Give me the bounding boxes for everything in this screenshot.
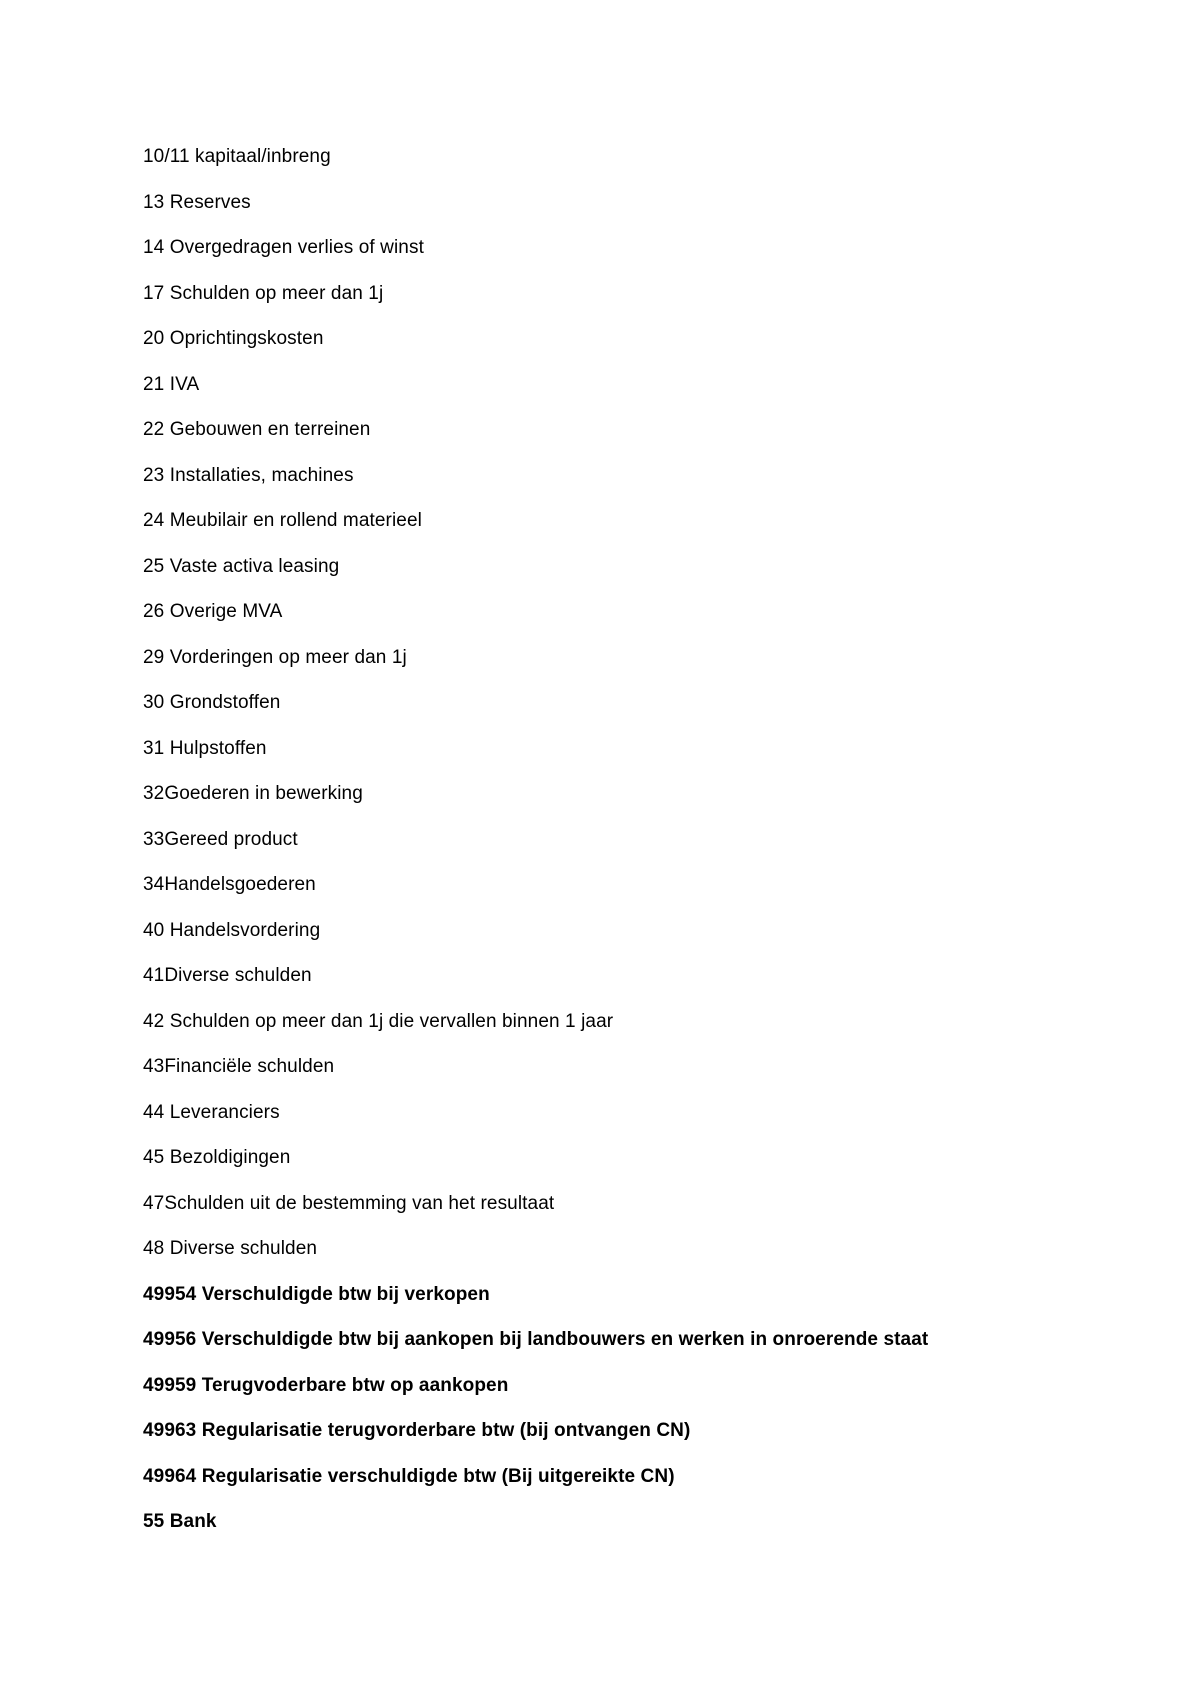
- list-item: 14 Overgedragen verlies of winst: [143, 237, 424, 258]
- list-item: 25 Vaste activa leasing: [143, 555, 340, 577]
- list-item: 49964 Regularisatie verschuldigde btw (Bij uitgereikte CN): [143, 1465, 675, 1487]
- list-item: 45 Bezoldigingen: [143, 1147, 291, 1168]
- list-item: 47Schulden uit de bestemming van het resultaat: [143, 1192, 555, 1214]
- list-item: 32Goederen in bewerking: [143, 783, 363, 804]
- list-item: 17 Schulden op meer dan 1j: [143, 282, 384, 304]
- list-item: 43Financiële schulden: [143, 1056, 335, 1077]
- list-item: 20 Oprichtingskosten: [143, 328, 324, 349]
- list-item: 24 Meubilair en rollend materieel: [143, 510, 422, 531]
- list-item: 31 Hulpstoffen: [143, 737, 267, 759]
- list-item: 26 Overige MVA: [143, 601, 283, 622]
- list-item: 49963 Regularisatie terugvorderbare btw (bij ontvangen CN): [143, 1420, 691, 1441]
- list-item: 49956 Verschuldigde btw bij aankopen bij landbouwers en werken in onroerende staat: [143, 1329, 929, 1350]
- list-item: 49954 Verschuldigde btw bij verkopen: [143, 1283, 490, 1305]
- list-item: 48 Diverse schulden: [143, 1238, 318, 1259]
- list-item: 42 Schulden op meer dan 1j die vervallen binnen 1 jaar: [143, 1010, 614, 1032]
- list-item: 13 Reserves: [143, 191, 251, 213]
- list-item: 30 Grondstoffen: [143, 692, 281, 713]
- list-item: 23 Installaties, machines: [143, 464, 354, 486]
- list-item: 21 IVA: [143, 373, 200, 395]
- list-item: 41Diverse schulden: [143, 965, 312, 986]
- list-item: 22 Gebouwen en terreinen: [143, 419, 371, 440]
- list-item: 10/11 kapitaal/inbreng: [143, 146, 331, 167]
- list-item: 40 Handelsvordering: [143, 919, 321, 941]
- list-item: 44 Leveranciers: [143, 1101, 280, 1123]
- list-item: 34Handelsgoederen: [143, 874, 316, 895]
- list-item: 55 Bank: [143, 1511, 217, 1532]
- list-item: 29 Vorderingen op meer dan 1j: [143, 646, 407, 668]
- list-item: 33Gereed product: [143, 828, 298, 850]
- account-list: [143, 146, 928, 1557]
- list-item: 49959 Terugvoderbare btw op aankopen: [143, 1374, 509, 1396]
